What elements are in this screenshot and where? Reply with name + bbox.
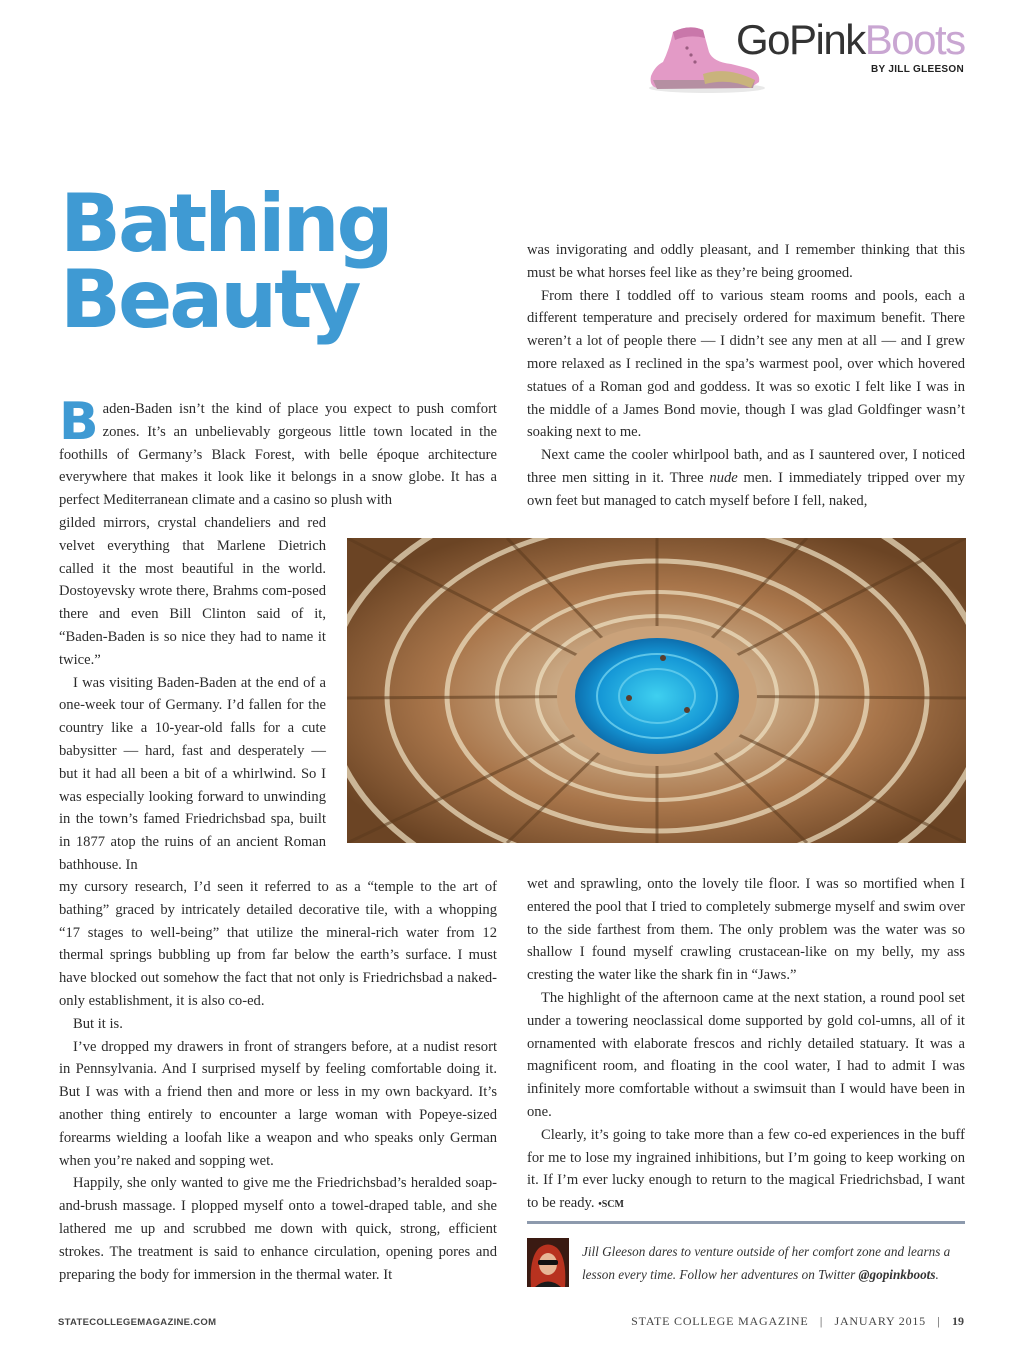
paragraph-3: But it is. — [73, 1015, 123, 1032]
end-mark: •SCM — [598, 1199, 624, 1211]
right-column-bottom — [527, 873, 965, 1217]
footer-website: STATECOLLEGEMAGAZINE.COM — [58, 1317, 217, 1328]
paragraph-2-start: I was visiting Baden-Baden at the end of a one-week tour of Germany. I’d fallen for the country like a 10-year-old falls for a cute babysitter — hard, fast and desperately — but it had all been a bit of a whirlwind. So I was especially looking forward to unwinding in the town’s famed Friedrichsbad spa, built in 1877 atop the ruins of an ancient Roman bathhouse. In — [59, 674, 326, 873]
paragraph-10: The highlight of the afternoon came at the next station, a round pool set under a towering neoclassical dome supported by gold col-umns, all of it ornamented with elaborate frescos and richly detailed statuary. It was a magnificent room, and floating in the cool water, I had to admit I was infinitely more comfortable without a swimsuit than I would have been in one. — [527, 989, 965, 1120]
footer-folio — [600, 1314, 964, 1329]
twitter-handle: @gopinkboots — [858, 1267, 936, 1282]
left-column-bottom — [59, 876, 497, 1286]
left-column-top — [59, 392, 497, 512]
paragraph-8-text-a: Next came the cooler whirlpool bath, and as I sauntered over, I noticed three men sitting in it. Three — [527, 447, 965, 486]
paragraph-1-start — [59, 392, 497, 512]
bio-text: Jill Gleeson dares to venture outside of her comfort zone and learns a lesson every time. Follow her adventures on Twitter — [582, 1244, 951, 1282]
page-number: 19 — [952, 1314, 964, 1328]
column-logo — [736, 16, 965, 64]
title-line-1: Bathing — [60, 177, 391, 270]
title-line-2: Beauty — [60, 253, 359, 346]
author-bio — [582, 1240, 962, 1286]
left-column-narrow — [59, 512, 326, 877]
paragraph-1-continued: gilded mirrors, crystal chandeliers and red velvet everything that Marlene Dietrich called it the most beautiful in the world. Dostoyevsky wrote there, Brahms com-posed there and even Bill Clinton said of it, “Baden-Baden is so nice they had to name it twice.” — [59, 515, 326, 668]
paragraph-8-text-b: men. I immediately tripped over my own feet but managed to catch myself before I fell, naked, — [527, 469, 965, 509]
bio-divider — [527, 1221, 965, 1224]
footer-separator-2: | — [937, 1314, 941, 1328]
paragraph-1-text: aden-Baden isn’t the kind of place you expect to push comfort zones. It’s an unbelievably gorgeous little town located in the foothills of Germany’s Black Forest, with belle époque architecture everywhere that makes it look like it belongs in a snow globe. It has a perfect Mediterranean climate and a casino so plush with — [59, 401, 497, 509]
paragraph-8 — [527, 444, 965, 512]
footer-issue: JANUARY 2015 — [834, 1314, 926, 1328]
footer-separator-1: | — [819, 1314, 824, 1328]
paragraph-11 — [527, 1124, 965, 1217]
paragraph-6: was invigorating and oddly pleasant, and I remember thinking that this must be what horses feel like as they’re being groomed. — [527, 242, 965, 281]
footer-magazine: STATE COLLEGE MAGAZINE — [631, 1314, 809, 1328]
author-avatar — [527, 1238, 569, 1287]
paragraph-2-continued: my cursory research, I’d seen it referred to as a “temple to the art of bathing” graced by intricately detailed decorative tile, with a whopping “17 stages to well-being” that utilize the mineral-rich water from 12 thermal springs bubbling up from far below the earth’s surface. I must have blocked out somehow the fact that not only is Friedrichsbad a naked-only establishment, it is also co-ed. — [59, 879, 497, 1009]
right-column-top — [527, 239, 965, 513]
logo-pink: Pink — [789, 16, 865, 63]
paragraph-4: I’ve dropped my drawers in front of strangers before, at a nudist resort in Pennsylvania. And I surprised myself by feeling comfortable doing it. But I was with a friend then and more or less in my own backyard. It’s another thing entirely to encounter a large woman with Popeye-sized forearms wielding a loofah like a weapon and who speaks only German when you’re naked and sopping wet. — [59, 1038, 497, 1169]
paragraph-11-text: Clearly, it’s going to take more than a few co-ed experiences in the buff for me to lose my ingrained inhibitions, but I’m going to keep working on it. If I’m ever lucky enough to return to the magical Friedrichsbad, I want to be ready. — [527, 1126, 965, 1212]
article-title — [60, 177, 391, 346]
paragraph-9: wet and sprawling, onto the lovely tile floor. I was so mortified when I entered the pool that I tried to completely submerge myself and swim over to the side farthest from them. The only problem was the water was so shallow I found myself crawling crustacean-like on my belly, my ass cresting the water like the shark fin in “Jaws.” — [527, 876, 965, 984]
paragraph-5: Happily, she only wanted to give me the Friedrichsbad’s heralded soap-and-brush massage. I plopped myself onto a towel-draped table, and she lathered me up and scrubbed me down with quick, strong, efficient strokes. The treatment is said to enhance circulation, opening pores and preparing the body for immersion in the thermal water. It — [59, 1175, 497, 1283]
logo-boots: Boots — [864, 16, 965, 63]
logo-go: Go — [736, 16, 790, 63]
paragraph-8-emphasis: nude — [709, 469, 738, 486]
spa-dome-photo — [347, 538, 966, 843]
paragraph-7: From there I toddled off to various steam rooms and pools, each a different temperature and precisely ordered for maximum benefit. There weren’t a lot of people there — I didn’t see any men at all — and I grew more relaxed as I reclined in the spa’s warmest pool, over which hovered statues of a Roman god and goddess. It was so exotic I felt like I was in the middle of a James Bond movie, though I was glad Goldfinger wasn’t soaking next to me. — [527, 287, 965, 441]
bio-text-end: . — [935, 1267, 939, 1282]
drop-cap: B — [59, 392, 99, 452]
byline: BY JILL GLEESON — [870, 64, 964, 75]
